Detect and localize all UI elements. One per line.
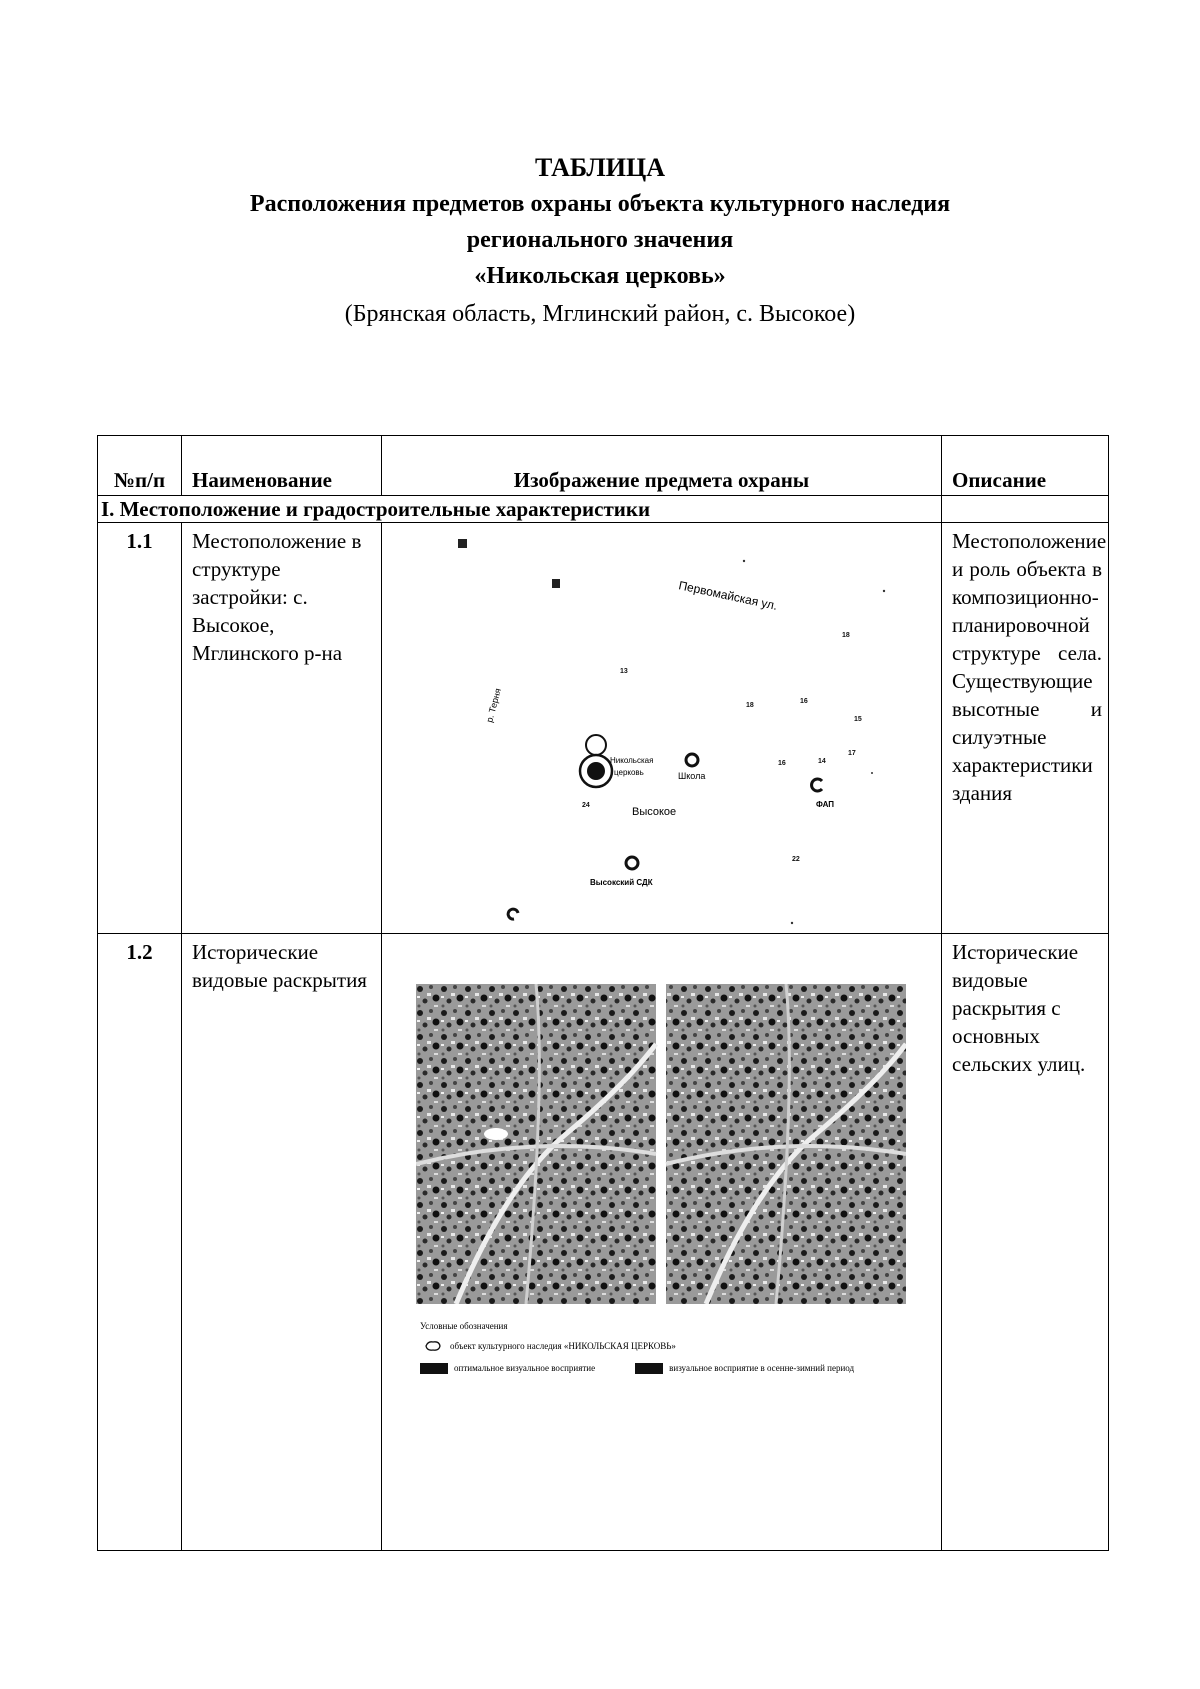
legend-swatch-seasonal — [635, 1363, 663, 1374]
document-header — [0, 150, 1200, 332]
object-outline-icon — [424, 1340, 442, 1352]
map-marker-icon — [508, 909, 518, 919]
map-house-number: 24 — [582, 802, 590, 809]
map-house-number: 17 — [848, 750, 856, 757]
building-icon — [458, 539, 560, 588]
map-house-number: 15 — [854, 716, 862, 723]
map-village-label: Высокое — [632, 806, 677, 818]
section-empty-cell — [942, 496, 1109, 523]
protection-table — [97, 435, 1109, 1551]
location-map — [382, 523, 942, 927]
club-icon — [626, 857, 638, 869]
doc-heading-line3: «Никольская церковь» — [474, 263, 726, 289]
map-house-number: 14 — [818, 758, 826, 765]
location-map-cell — [382, 523, 942, 934]
section-row — [98, 496, 1109, 523]
map-house-number: 16 — [800, 698, 808, 705]
map-river-label: р. Терня — [484, 687, 503, 724]
church-icon — [580, 735, 612, 787]
aerial-photo-right — [666, 984, 906, 1304]
map-school-label: Школа — [678, 771, 706, 781]
map-church-label-l1: Никольская — [610, 756, 654, 765]
map-street-label: Первомайская ул. — [677, 578, 779, 613]
row-name: Местоположение в структуре застройки: с. Высокое, Мглинского р-на — [182, 523, 382, 934]
row-number: 1.2 — [98, 934, 182, 1551]
map-house-number: 18 — [842, 632, 850, 639]
map-house-number: 16 — [778, 760, 786, 767]
legend-optimal-label: оптимальное визуальное восприятие — [454, 1363, 596, 1373]
col-header-image: Изображение предмета охраны — [382, 436, 942, 496]
map-house-number: 22 — [792, 856, 800, 863]
table-row — [98, 934, 1109, 1551]
row-number: 1.1 — [98, 523, 182, 934]
map-legend — [420, 1320, 920, 1384]
doc-subtitle: (Брянская область, Мглинский район, с. Высокое) — [344, 301, 856, 327]
table-row — [98, 523, 1109, 934]
legend-seasonal-label: визуальное восприятие в осенне-зимний период — [669, 1363, 855, 1373]
map-house-number: 18 — [746, 702, 754, 709]
legend-swatch-optimal — [420, 1363, 448, 1374]
row-description: Исторические видовые раскрытия с основных сельских улиц. — [942, 934, 1109, 1551]
legend-title: Условные обозначения — [420, 1321, 508, 1331]
doc-heading-line1: Расположения предметов охраны объекта культурного наследия — [249, 191, 951, 217]
col-header-name: Наименование — [182, 436, 382, 496]
table-header-row — [98, 436, 1109, 496]
legend-object-label: объект культурного наследия «НИКОЛЬСКАЯ ЦЕРКОВЬ» — [450, 1341, 676, 1351]
map-fap-label: ФАП — [816, 800, 835, 809]
map-sdk-label: Высокский СДК — [590, 878, 653, 887]
row-description: Местоположение и роль объекта в композиционно-планировочной структуре села. Существующие высотные и силуэтные характеристики здания — [942, 523, 1109, 934]
view-images-cell — [382, 934, 942, 1551]
fap-icon — [812, 779, 822, 791]
aerial-photo-left — [416, 984, 656, 1304]
section-title: I. Местоположение и градостроительные характеристики — [98, 496, 942, 523]
row-name: Исторические видовые раскрытия — [182, 934, 382, 1551]
col-header-num: №п/п — [98, 436, 182, 496]
doc-heading-line2: регионального значения — [466, 227, 734, 253]
aerial-photos — [416, 984, 906, 1304]
doc-title: ТАБЛИЦА — [535, 153, 665, 182]
map-house-number: 13 — [620, 668, 628, 675]
col-header-desc: Описание — [942, 436, 1109, 496]
school-icon — [686, 754, 698, 766]
map-church-label-l2: церковь — [614, 768, 644, 777]
